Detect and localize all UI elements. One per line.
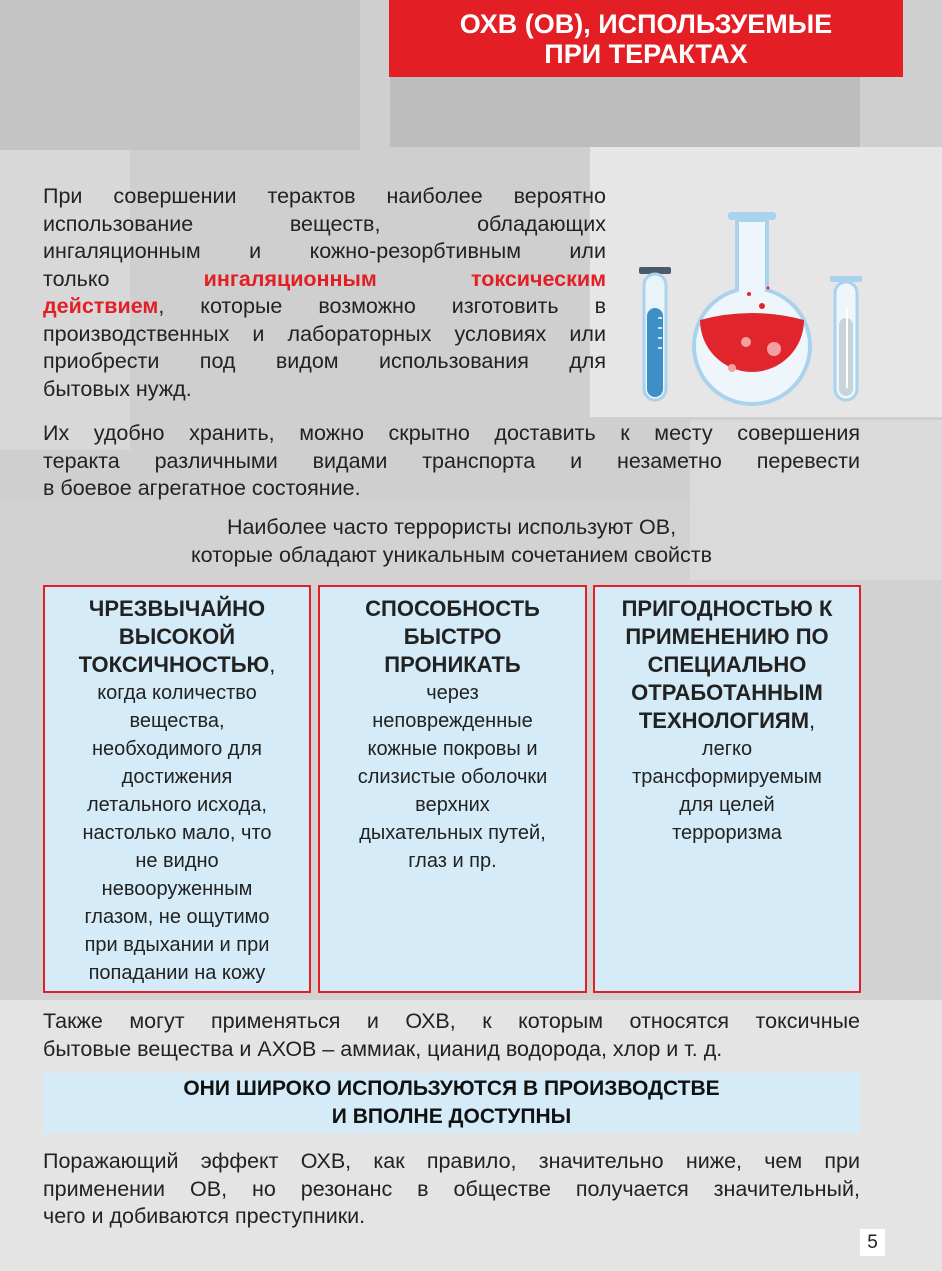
box-text-line: необходимого для xyxy=(92,738,262,760)
box-heading-line: СПОСОБНОСТЬ xyxy=(365,596,540,621)
effect-line: применении ОВ, но резонанс в обществе получается значительный, xyxy=(43,1176,860,1201)
box-heading-line: ПРИМЕНЕНИЮ ПО xyxy=(625,624,829,649)
storage-line: теракта различными видами транспорта и незаметно перевести xyxy=(43,448,860,473)
intro-line: производственных и лабораторных условиях или xyxy=(43,321,606,346)
intro-line: бытовых нужд. xyxy=(43,376,192,401)
availability-banner xyxy=(43,1073,860,1133)
box-text-line: терроризма xyxy=(672,822,782,844)
household-line: бытовые вещества и АХОВ – аммиак, цианид водорода, хлор и т. д. xyxy=(43,1036,723,1061)
test-tube-liquid xyxy=(647,308,663,397)
household-substances-paragraph xyxy=(43,1008,860,1063)
box-heading-line: ПРОНИКАТЬ xyxy=(384,652,521,677)
box-text-line: трансформируемым xyxy=(632,766,822,788)
intro-line: использование веществ, обладающих xyxy=(43,211,606,236)
box-text-line: достижения xyxy=(121,766,233,788)
intro-line: При совершении терактов наиболее вероятно xyxy=(43,184,606,208)
effect-line: Поражающий эффект ОХВ, как правило, значительно ниже, чем при xyxy=(43,1149,860,1173)
background-tile xyxy=(0,0,360,150)
box-text-line: верхних xyxy=(415,794,490,816)
properties-subtitle xyxy=(43,514,860,569)
banner-line: И ВПОЛНЕ ДОСТУПНЫ xyxy=(331,1105,572,1128)
box-text-line: настолько мало, что xyxy=(82,822,272,844)
banner-line: ОНИ ШИРОКО ИСПОЛЬЗУЮТСЯ В ПРОИЗВОДСТВЕ xyxy=(183,1077,720,1100)
intro-line xyxy=(43,266,606,294)
box-heading-line: ТОКСИЧНОСТЬЮ, xyxy=(78,652,276,677)
box-text-line: глазом, не ощутимо xyxy=(84,906,270,928)
effect-paragraph xyxy=(43,1148,860,1231)
box-text-line: когда количество xyxy=(97,682,257,704)
box-heading-line: ОТРАБОТАННЫМ xyxy=(631,680,823,705)
laboratory-glassware-icon xyxy=(636,208,866,408)
page-title-line: ОХВ (ОВ), ИСПОЛЬЗУЕМЫЕ xyxy=(459,8,833,39)
box-heading-line: ПРИГОДНОСТЬЮ К xyxy=(621,596,833,621)
box-text-line: для целей xyxy=(679,794,775,816)
storage-line: Их удобно хранить, можно скрытно доставить к месту совершения xyxy=(43,421,860,445)
highlight-text: действием xyxy=(43,294,159,318)
subtitle-line: Наиболее часто террористы используют ОВ, xyxy=(226,515,677,539)
box-heading-line: БЫСТРО xyxy=(403,624,502,649)
page-number: 5 xyxy=(860,1229,885,1256)
box-text-line: глаз и пр. xyxy=(408,850,497,872)
intro-text: только xyxy=(43,266,204,291)
intro-line xyxy=(43,293,606,321)
box-text-line: кожные покровы и xyxy=(367,738,538,760)
intro-line: ингаляционным и кожно-резорбтивным или xyxy=(43,239,606,263)
box-text-line: при вдыхании и при xyxy=(84,934,270,956)
intro-text: , которые возможно изготовить в xyxy=(158,294,606,318)
box-heading-line: ТЕХНОЛОГИЯМ, xyxy=(638,708,816,733)
property-box-penetration xyxy=(318,585,587,993)
box-text-line: слизистые оболочки xyxy=(357,766,548,788)
page-title xyxy=(389,0,903,77)
box-text-line: дыхательных путей, xyxy=(359,822,546,844)
box-heading-line: ЧРЕЗВЫЧАЙНО xyxy=(88,596,266,621)
intro-line: приобрести под видом использования для xyxy=(43,349,606,373)
property-box-technology xyxy=(593,585,861,993)
box-text-line: легко xyxy=(701,738,753,760)
flask xyxy=(694,220,810,404)
box-text-line: летального исхода, xyxy=(87,794,267,816)
property-box-toxicity xyxy=(43,585,311,993)
background-tile xyxy=(390,77,860,147)
page-title-line: ПРИ ТЕРАКТАХ xyxy=(544,38,748,69)
box-heading-line: ВЫСОКОЙ xyxy=(118,624,236,649)
intro-paragraph xyxy=(43,183,606,403)
box-text-line: не видно xyxy=(135,850,219,872)
box-text-line: невооруженным xyxy=(101,878,253,900)
subtitle-line: которые обладают уникальным сочетанием свойств xyxy=(190,542,713,567)
box-text-line: вещества, xyxy=(129,710,225,732)
box-text-line: неповрежденные xyxy=(372,710,533,732)
household-line: Также могут применяться и ОХВ, к которым относятся токсичные xyxy=(43,1009,860,1033)
effect-line: чего и добиваются преступники. xyxy=(43,1204,366,1228)
storage-paragraph xyxy=(43,420,860,503)
storage-line: в боевое агрегатное состояние. xyxy=(43,476,361,500)
box-text-line: через xyxy=(426,682,479,704)
box-text-line: попадании на кожу xyxy=(88,962,266,984)
box-heading-line: СПЕЦИАЛЬНО xyxy=(647,652,807,677)
highlight-text: ингаляционным токсическим xyxy=(203,266,607,291)
